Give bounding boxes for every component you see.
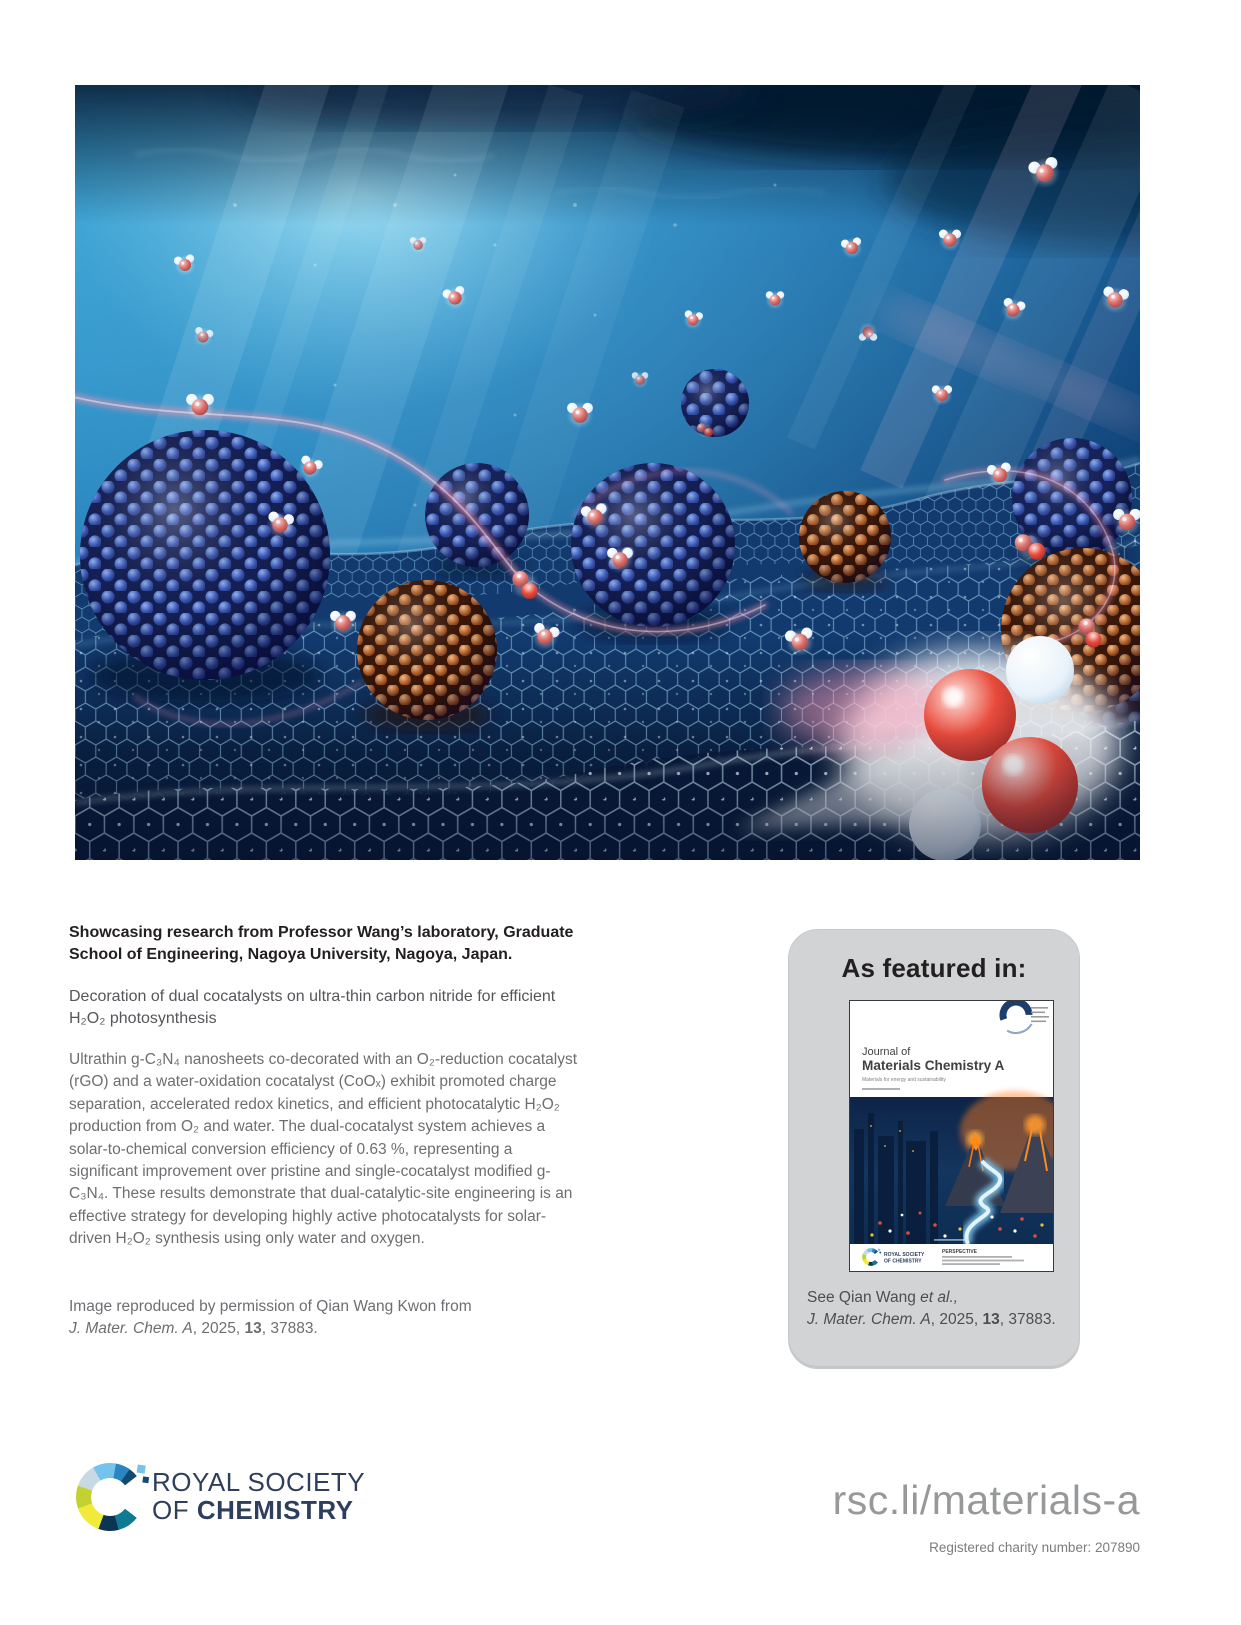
credit-line: Image reproduced by permission of Qian Wang Kwon from	[69, 1298, 472, 1315]
cover-rsc-line2: OF CHEMISTRY	[884, 1258, 922, 1265]
article-abstract: Ultrathin g-C₃N₄ nanosheets co-decorated with an O₂-reduction cocatalyst (rGO) and a water-oxidation cocatalyst (CoOₓ) exhibit promoted charge separation, accelerated redox kinetics, and efficient photocatalytic H₂O₂ production from O₂ and water. The dual-cocatalyst system achieves a solar-to-chemical conversion efficiency of 0.63 %, representing a significant improvement over pristine and single-cocatalyst modified g-C₃N₄. These results demonstrate that dual-catalytic-site engineering is an effective strategy for developing highly active photocatalysts for solar-driven H₂O₂ synthesis using only water and oxygen.	[69, 1051, 578, 1248]
hero-artwork-image	[75, 85, 1140, 860]
cover-tagline: Materials for energy and sustainability	[862, 1077, 946, 1083]
charity-number: Registered charity number: 207890	[929, 1540, 1140, 1555]
journal-url: rsc.li/materials-a	[832, 1477, 1140, 1523]
cover-issue-info-bars	[1031, 1007, 1049, 1022]
article-title: Decoration of dual cocatalysts on ultra-thin carbon nitride for efficient H₂O₂ photosynthesis	[69, 988, 556, 1027]
showcasing-text: Showcasing research from Professor Wang’s laboratory, Graduate School of Engineering, Nagoya University, Nagoya, Japan.	[69, 924, 574, 963]
rsc-logo	[70, 1449, 400, 1541]
journal-cover-art	[850, 1001, 1053, 1271]
rsc-logo-line1: ROYAL SOCIETY	[152, 1467, 366, 1497]
featured-heading: As featured in:	[841, 953, 1027, 983]
cover-artwork	[850, 1091, 1053, 1244]
cover-rsc-line1: ROYAL SOCIETY	[884, 1252, 925, 1258]
credit-journal: J. Mater. Chem. A	[69, 1320, 193, 1337]
as-featured-in-box	[788, 929, 1080, 1369]
see-citation: See Qian Wang et al., J. Mater. Chem. A, 2025, 13, 37883.	[807, 1289, 1056, 1328]
journal-cover-thumbnail	[849, 1000, 1054, 1272]
cover-journal-prefix: Journal of	[862, 1046, 911, 1058]
credit-volume: 13	[244, 1320, 262, 1337]
cover-header	[862, 1001, 1049, 1090]
cover-article-type: PERSPECTIVE	[942, 1249, 978, 1255]
cover-journal-name: Materials Chemistry A	[862, 1058, 1005, 1073]
citation-journal: J. Mater. Chem. A	[807, 1311, 931, 1328]
image-credit: Image reproduced by permission of Qian Wang Kwon from J. Mater. Chem. A, 2025, 13, 37883.	[69, 1298, 472, 1337]
cover-footer-strip	[850, 1244, 1053, 1271]
rsc-logo-line2: OF CHEMISTRY	[152, 1495, 354, 1525]
citation-volume: 13	[982, 1311, 1000, 1328]
